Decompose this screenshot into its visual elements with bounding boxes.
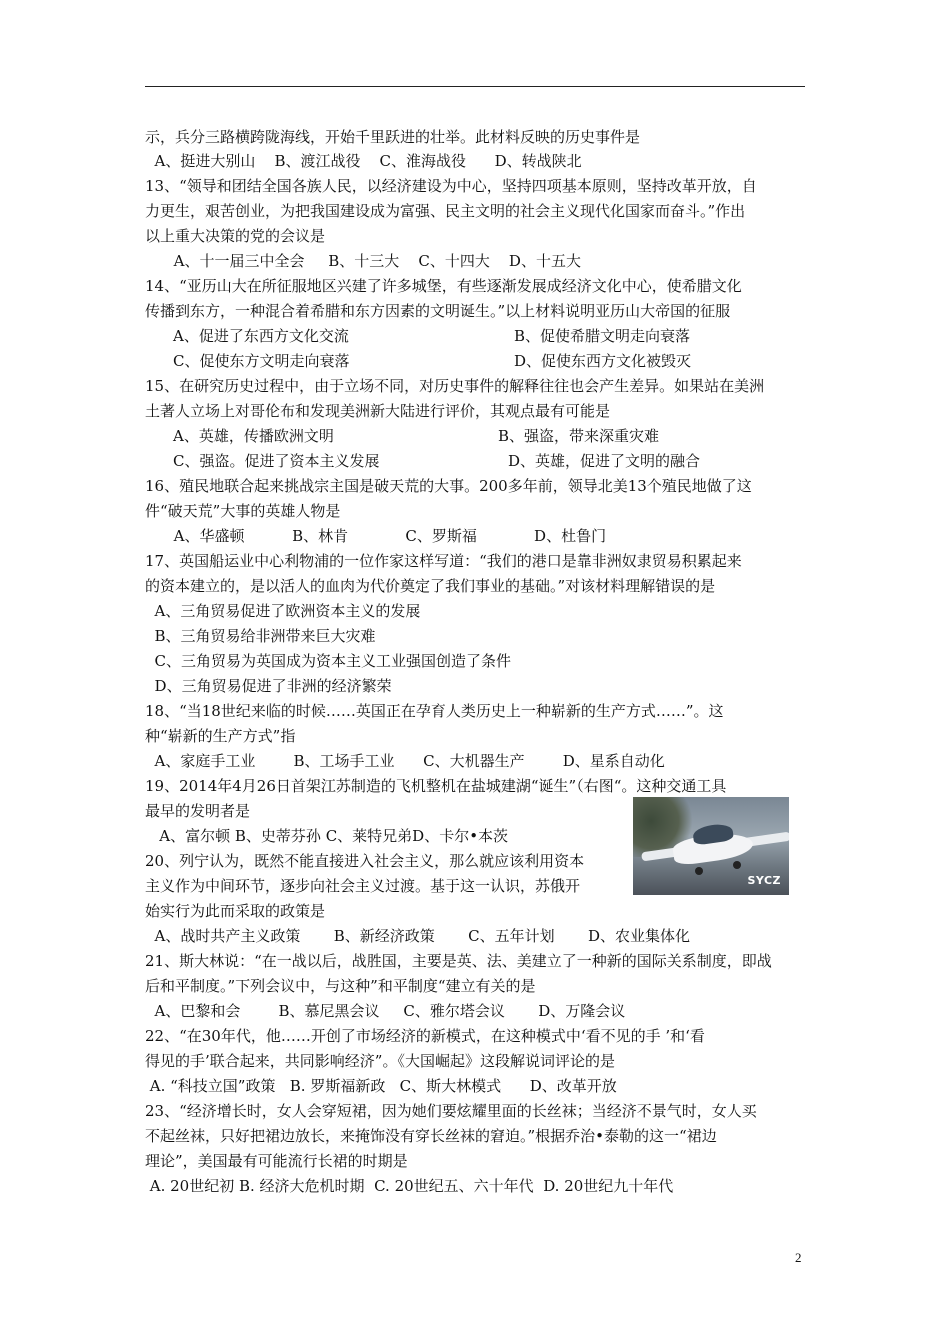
text-line: 的资本建立的，是以活人的血肉为代价奠定了我们事业的基础。”对该材料理解错误的是: [145, 577, 716, 595]
text-line: 16、殖民地联合起来挑战宗主国是破天荒的大事。200多年前，领导北美13个殖民地做了这: [145, 477, 752, 495]
page-number: 2: [795, 1250, 802, 1265]
photo-watermark: SYCZ: [747, 874, 781, 887]
airplane-photo: [633, 797, 789, 895]
text-line: D、三角贸易促进了非洲的经济繁荣: [145, 677, 392, 695]
text-line: 21、斯大林说：“在一战以后，战胜国，主要是英、法、美建立了一种新的国际关系制度，即战: [145, 952, 772, 970]
text-line: A. “科技立国”政策 B. 罗斯福新政 C、斯大林模式 D、改革开放: [145, 1077, 617, 1095]
text-line: 示，兵分三路横跨陇海线，开始千里跃进的壮举。此材料反映的历史事件是: [145, 128, 641, 146]
text-line: 19、2014年4月26日首架江苏制造的飞机整机在盐城建湖“诞生”（右图“。这种交通工具: [145, 777, 727, 795]
text-line: A、十一届三中全会 B、十三大 C、十四大 D、十五大: [145, 252, 581, 270]
plane-wheel: [695, 867, 703, 875]
text-line: 15、在研究历史过程中，由于立场不同，对历史事件的解释往往也会产生差异。如果站在美洲: [145, 377, 765, 395]
option-a: A、英雄，传播欧洲文明: [173, 427, 334, 445]
text-line: A. 20世纪初 B. 经济大危机时期 C. 20世纪五、六十年代 D. 20世纪九十年代: [145, 1177, 674, 1195]
text-line: 17、英国船运业中心利物浦的一位作家这样写道：“我们的港口是靠非洲奴隶贸易积累起来: [145, 552, 742, 570]
text-line: A、家庭手工业 B、工场手工业 C、大机器生产 D、星系自动化: [145, 752, 665, 770]
text-line: A、富尔顿 B、史蒂芬孙 C、莱特兄弟D、卡尔•本茨: [145, 827, 509, 845]
text-line: 种“崭新的生产方式”指: [145, 727, 296, 745]
text-line: 件“破天荒”大事的英雄人物是: [145, 502, 341, 520]
text-line: 得见的手’联合起来，共同影响经济”。《大国崛起》这段解说词评论的是: [145, 1052, 615, 1070]
text-line: A、挺进大别山 B、渡江战役 C、淮海战役 D、转战陕北: [145, 152, 582, 170]
text-line: 18、“当18世纪来临的时候……英国正在孕育人类历史上一种崭新的生产方式……”。这: [145, 702, 724, 720]
text-line: 13、“领导和团结全国各族人民，以经济建设为中心，坚持四项基本原则，坚持改革开放，自: [145, 177, 757, 195]
option-a: A、促进了东西方文化交流: [173, 327, 349, 345]
text-line: A、巴黎和会 B、慕尼黑会议 C、雅尔塔会议 D、万隆会议: [145, 1002, 626, 1020]
text-line: A、战时共产主义政策 B、新经济政策 C、五年计划 D、农业集体化: [145, 927, 691, 945]
text-line: 最早的发明者是: [145, 802, 251, 820]
text-line: 22、“在30年代，他……开创了市场经济的新模式，在这种模式中‘看不见的手 ’和‘看: [145, 1027, 705, 1045]
text-line: 14、“亚历山大在所征服地区兴建了许多城堡，有些逐渐发展成经济文化中心，使希腊文化: [145, 277, 742, 295]
text-line: 传播到东方，一种混合着希腊和东方因素的文明诞生。”以上材料说明亚历山大帝国的征服: [145, 302, 731, 320]
text-line: 以上重大决策的党的会议是: [145, 227, 326, 245]
text-line: 始实行为此而采取的政策是: [145, 902, 326, 920]
text-line: 后和平制度。”下列会议中，与这种”和平制度“建立有关的是: [145, 977, 536, 995]
text-line: 不起丝袜，只好把裙边放长，来掩饰没有穿长丝袜的窘迫。”根据乔治•泰勒的这一“裙边: [145, 1127, 717, 1145]
option-c: C、强盗。促进了资本主义发展: [173, 452, 380, 470]
text-line: B、三角贸易给非洲带来巨大灾难: [145, 627, 376, 645]
option-c: C、促使东方文明走向衰落: [173, 352, 350, 370]
header-rule: [145, 86, 805, 87]
text-line: 20、列宁认为，既然不能直接进入社会主义，那么就应该利用资本: [145, 852, 585, 870]
text-line: A、华盛顿 B、林肯 C、罗斯福 D、杜鲁门: [145, 527, 607, 545]
option-d: D、英雄，促进了文明的融合: [508, 452, 701, 470]
text-line: 23、“经济增长时，女人会穿短裙，因为她们要炫耀里面的长丝袜；当经济不景气时，女人买: [145, 1102, 757, 1120]
plane-wheel: [733, 861, 741, 869]
text-line: 主义作为中间环节，逐步向社会主义过渡。基于这一认识，苏俄开: [145, 877, 581, 895]
text-line: 理论”，美国最有可能流行长裙的时期是: [145, 1152, 408, 1170]
option-b: B、强盗，带来深重灾难: [498, 427, 660, 445]
text-line: A、三角贸易促进了欧洲资本主义的发展: [145, 602, 421, 620]
option-b: B、促使希腊文明走向衰落: [514, 327, 691, 345]
option-d: D、促使东西方文化被毁灭: [514, 352, 692, 370]
text-line: 土著人立场上对哥伦布和发现美洲新大陆进行评价，其观点最有可能是: [145, 402, 611, 420]
text-line: C、三角贸易为英国成为资本主义工业强国创造了条件: [145, 652, 512, 670]
text-line: 力更生，艰苦创业，为把我国建设成为富强、民主文明的社会主义现代化国家而奋斗。”作出: [145, 202, 746, 220]
